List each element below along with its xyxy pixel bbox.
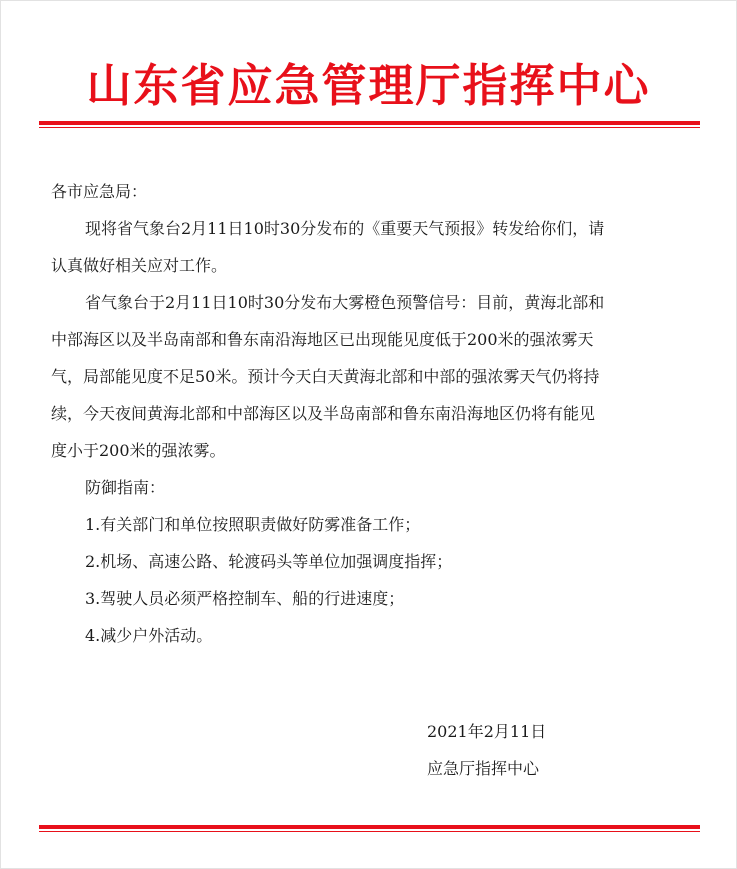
paragraph-2-line-2: 中部海区以及半岛南部和鲁东南沿海地区已出现能见度低于200米的强浓雾天 xyxy=(51,330,594,349)
header-red-rule xyxy=(39,121,700,128)
salutation: 各市应急局： xyxy=(51,182,148,201)
guide-item-2: 2.机场、高速公路、轮渡码头等单位加强调度指挥； xyxy=(85,552,453,571)
paragraph-2-line-3: 气，局部能见度不足50米。预计今天白天黄海北部和中部的强浓雾天气仍将持 xyxy=(51,367,600,386)
signature-org: 应急厅指挥中心 xyxy=(427,759,540,778)
document-body xyxy=(51,173,691,654)
guide-item-1: 1.有关部门和单位按照职责做好防雾准备工作； xyxy=(85,515,421,534)
guide-item-3: 3.驾驶人员必须严格控制车、船的行进速度； xyxy=(85,589,405,608)
document-header-title: 山东省应急管理厅指挥中心 xyxy=(86,59,651,112)
paragraph-2-line-5: 度小于200米的强浓雾。 xyxy=(51,441,226,460)
paragraph-2-line-4: 续，今天夜间黄海北部和中部海区以及半岛南部和鲁东南沿海地区仍将有能见 xyxy=(51,404,596,423)
guide-heading: 防御指南： xyxy=(85,478,166,497)
signature-date: 2021年2月11日 xyxy=(427,722,547,741)
footer-red-rule xyxy=(39,825,700,832)
guide-item-4: 4.减少户外活动。 xyxy=(85,626,213,645)
paragraph-1-line-2: 认真做好相关应对工作。 xyxy=(51,256,228,275)
paragraph-1-line-1: 现将省气象台2月11日10时30分发布的《重要天气预报》转发给你们，请 xyxy=(85,219,605,238)
paragraph-2-line-1: 省气象台于2月11日10时30分发布大雾橙色预警信号：目前，黄海北部和 xyxy=(85,293,605,312)
